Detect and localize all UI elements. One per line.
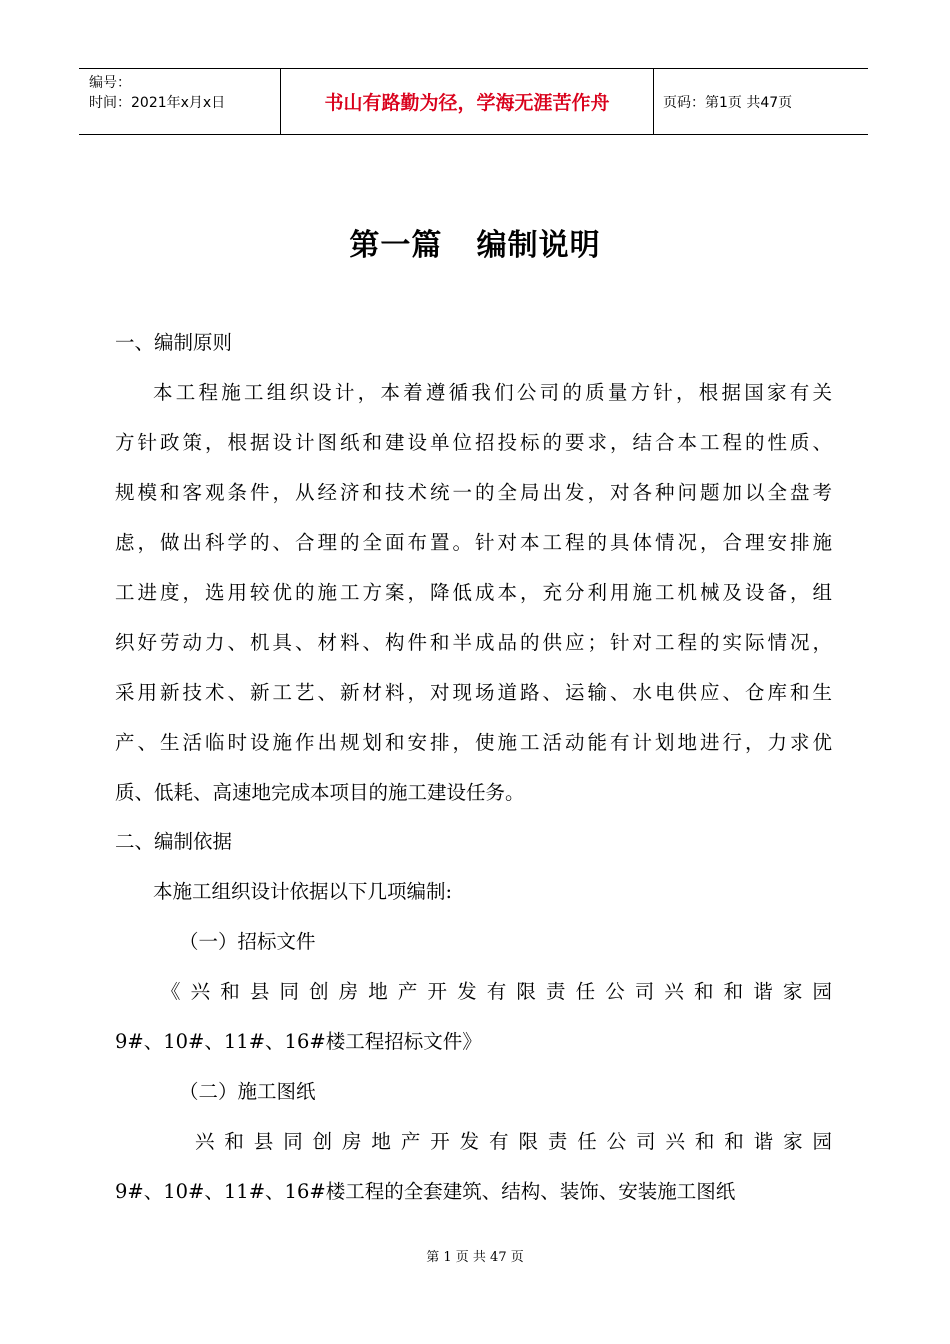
bid-document-line: 《兴和县同创房地产开发有限责任公司兴和和谐家园 bbox=[161, 980, 832, 1003]
paragraph-line: 本工程施工组织设计，本着遵循我们公司的质量方针，根据国家有关 bbox=[153, 381, 832, 404]
header-table bbox=[79, 68, 868, 135]
document-date: 时间：2021年x月x日 bbox=[89, 95, 226, 111]
paragraph-line: 织好劳动力、机具、材料、构件和半成品的供应；针对工程的实际情况， bbox=[115, 631, 832, 654]
paragraph-line: 采用新技术、新工艺、新材料，对现场道路、运输、水电供应、仓库和生 bbox=[115, 681, 832, 704]
paragraph-line: 产、生活临时设施作出规划和安排，使施工活动能有计划地进行，力求优 bbox=[115, 731, 832, 754]
paragraph-line: 虑，做出科学的、合理的全面布置。针对本工程的具体情况，合理安排施 bbox=[115, 531, 832, 554]
document-number-label: 编号： bbox=[89, 75, 131, 91]
paragraph-line: 规模和客观条件，从经济和技术统一的全局出发，对各种问题加以全盘考 bbox=[115, 481, 832, 504]
header-motto-cell bbox=[281, 69, 654, 134]
paragraph-line: 质、低耗、高速地完成本项目的施工建设任务。 bbox=[115, 781, 525, 804]
bid-document-line: 9#、10#、11#、16#楼工程招标文件》 bbox=[115, 1030, 482, 1053]
section-heading-basis: 二、编制依据 bbox=[115, 830, 233, 853]
header-meta-cell bbox=[79, 69, 281, 134]
motto-text: 书山有路勤为径，学海无涯苦作舟 bbox=[324, 92, 610, 114]
page-footer: 第 1 页 共 47 页 bbox=[426, 1250, 524, 1265]
page-title: 第一篇 编制说明 bbox=[349, 228, 601, 263]
subheading-drawings: （二）施工图纸 bbox=[179, 1080, 316, 1103]
section-heading-principles: 一、编制原则 bbox=[115, 331, 233, 354]
paragraph-line: 方针政策，根据设计图纸和建设单位招投标的要求，结合本工程的性质、 bbox=[115, 431, 832, 454]
subheading-bid-documents: （一）招标文件 bbox=[179, 930, 316, 953]
drawings-line: 兴和县同创房地产开发有限责任公司兴和和谐家园 bbox=[195, 1130, 832, 1153]
drawings-line: 9#、10#、11#、16#楼工程的全套建筑、结构、装饰、安装施工图纸 bbox=[115, 1180, 736, 1203]
header-page-info: 页码：第1页 共47页 bbox=[663, 94, 793, 111]
basis-intro: 本施工组织设计依据以下几项编制: bbox=[153, 880, 453, 903]
paragraph-line: 工进度，选用较优的施工方案，降低成本，充分利用施工机械及设备，组 bbox=[115, 581, 832, 604]
header-page-cell bbox=[654, 69, 868, 134]
